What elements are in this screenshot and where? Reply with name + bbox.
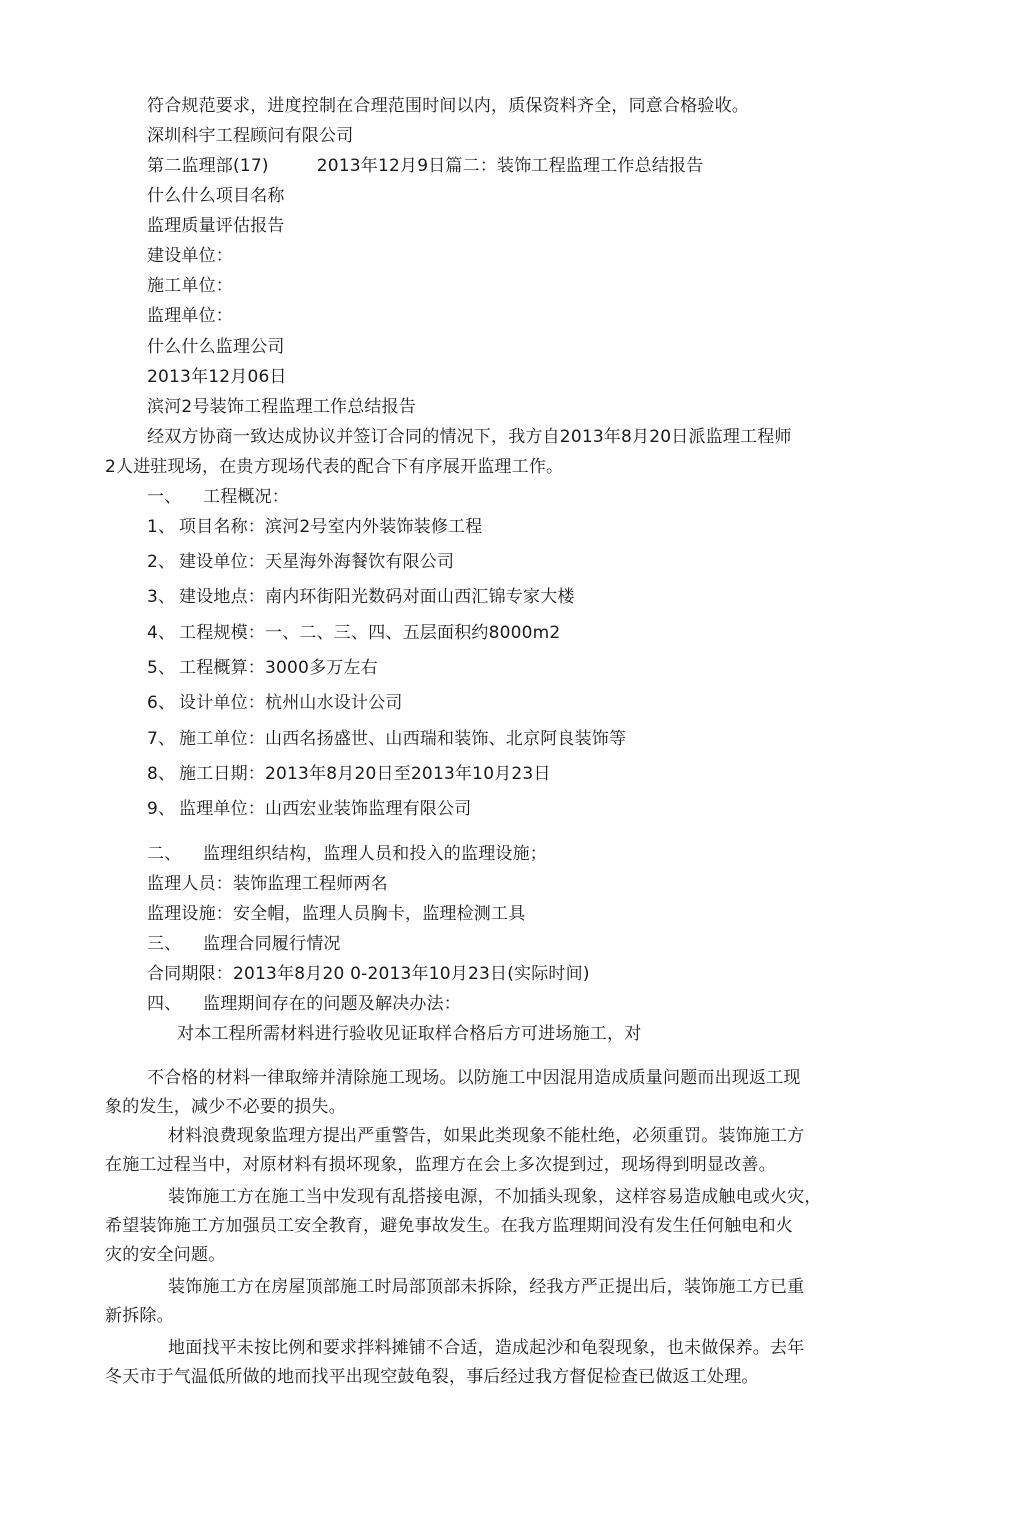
paragraph-line: 希望装饰施工方加强员工安全教育，避免事故发生。在我方监理期间没有发生任何触电和火 bbox=[105, 1216, 793, 1236]
list-item bbox=[147, 622, 560, 644]
section-title: 监理期间存在的问题及解决办法： bbox=[203, 994, 461, 1014]
intro-line: 经双方协商一致达成协议并签订合同的情况下，我方自2013年8月20日派监理工程师 bbox=[147, 427, 792, 447]
cover-field-contractor: 施工单位： bbox=[147, 276, 233, 296]
item-text: 工程概算：3000多万左右 bbox=[179, 658, 378, 678]
text-line: 符合规范要求，进度控制在合理范围时间以内，质保资料齐全，同意合格验收。 bbox=[147, 96, 749, 116]
paragraph-line: 灾的安全问题。 bbox=[105, 1245, 226, 1265]
item-number: 7、 bbox=[147, 729, 176, 749]
item-text: 施工单位：山西名扬盛世、山西瑞和装饰、北京阿良装饰等 bbox=[179, 729, 627, 749]
item-text: 施工日期：2013年8月20日至2013年10月23日 bbox=[179, 764, 551, 784]
item-number: 4、 bbox=[147, 623, 176, 643]
paragraph-line: 在施工过程当中，对原材料有损坏现象，监理方在会上多次提到过，现场得到明显改善。 bbox=[105, 1155, 776, 1175]
paragraph-line: 象的发生，减少不必要的损失。 bbox=[105, 1097, 346, 1117]
summary-title: 滨河2号装饰工程监理工作总结报告 bbox=[147, 397, 417, 417]
project-name: 什么什么项目名称 bbox=[147, 186, 285, 206]
dept-label: 第二监理部(17) bbox=[147, 156, 269, 176]
item-text: 建设单位：天星海外海餐饮有限公司 bbox=[179, 552, 455, 572]
paragraph-line: 装饰施工方在房屋顶部施工时局部顶部未拆除，经我方严正提出后，装饰施工方已重 bbox=[168, 1277, 805, 1297]
paragraph-line: 对本工程所需材料进行验收见证取样合格后方可进场施工，对 bbox=[177, 1024, 642, 1044]
dept-line bbox=[147, 155, 703, 177]
list-item bbox=[147, 657, 378, 679]
item-text: 项目名称：滨河2号室内外装饰装修工程 bbox=[179, 517, 483, 537]
item-number: 1、 bbox=[147, 517, 176, 537]
section-heading bbox=[147, 843, 547, 865]
intro-line: 2人进驻现场，在贵方现场代表的配合下有序展开监理工作。 bbox=[105, 457, 564, 477]
paragraph-line: 不合格的材料一律取缔并清除施工现场。以防施工中因混用造成质量问题而出现返工现 bbox=[147, 1068, 801, 1088]
section-title: 工程概况： bbox=[203, 487, 289, 507]
list-item bbox=[147, 586, 575, 608]
item-text: 建设地点：南内环街阳光数码对面山西汇锦专家大楼 bbox=[179, 587, 575, 607]
facilities-line: 监理设施：安全帽，监理人员胸卡，监理检测工具 bbox=[147, 904, 526, 924]
company-name: 深圳科宇工程顾问有限公司 bbox=[147, 126, 354, 146]
cover-field-builder: 建设单位： bbox=[147, 246, 233, 266]
section-heading bbox=[147, 933, 341, 955]
item-number: 5、 bbox=[147, 658, 176, 678]
paragraph-line: 装饰施工方在施工当中发现有乱搭接电源，不加插头现象，这样容易造成触电或火灾， bbox=[168, 1187, 822, 1207]
contract-period: 合同期限：2013年8月20 0-2013年10月23日(实际时间) bbox=[147, 964, 590, 984]
section-title: 监理组织结构，监理人员和投入的监理设施； bbox=[203, 844, 547, 864]
item-number: 3、 bbox=[147, 587, 176, 607]
staff-line: 监理人员：装饰监理工程师两名 bbox=[147, 874, 388, 894]
cover-date: 2013年12月06日 bbox=[147, 367, 287, 387]
item-text: 设计单位：杭州山水设计公司 bbox=[179, 693, 403, 713]
section-title: 监理合同履行情况 bbox=[203, 934, 341, 954]
section-number: 二、 bbox=[147, 844, 182, 864]
list-item bbox=[147, 763, 551, 785]
section-number: 四、 bbox=[147, 994, 182, 1014]
item-number: 2、 bbox=[147, 552, 176, 572]
report-title: 监理质量评估报告 bbox=[147, 216, 285, 236]
date-and-title: 2013年12月9日篇二：装饰工程监理工作总结报告 bbox=[316, 156, 704, 176]
list-item bbox=[147, 728, 626, 750]
item-number: 8、 bbox=[147, 764, 176, 784]
paragraph-line: 材料浪费现象监理方提出严重警告，如果此类现象不能杜绝，必须重罚。装饰施工方 bbox=[168, 1126, 805, 1146]
item-number: 6、 bbox=[147, 693, 176, 713]
paragraph-line: 新拆除。 bbox=[105, 1306, 174, 1326]
item-text: 监理单位：山西宏业装饰监理有限公司 bbox=[179, 799, 472, 819]
item-text: 工程规模：一、二、三、四、五层面积约8000m2 bbox=[179, 623, 561, 643]
list-item bbox=[147, 551, 454, 573]
list-item bbox=[147, 692, 403, 714]
section-number: 三、 bbox=[147, 934, 182, 954]
supervisor-company: 什么什么监理公司 bbox=[147, 337, 285, 357]
section-number: 一、 bbox=[147, 487, 182, 507]
paragraph-line: 冬天市于气温低所做的地而找平出现空鼓龟裂，事后经过我方督促检查已做返工处理。 bbox=[105, 1367, 759, 1387]
list-item bbox=[147, 798, 471, 820]
paragraph-line: 地面找平未按比例和要求拌料摊铺不合适，造成起沙和龟裂现象，也未做保养。去年 bbox=[168, 1338, 805, 1358]
section-heading bbox=[147, 486, 289, 508]
list-item bbox=[147, 516, 482, 538]
cover-field-supervisor: 监理单位： bbox=[147, 306, 233, 326]
section-heading bbox=[147, 993, 461, 1015]
item-number: 9、 bbox=[147, 799, 176, 819]
